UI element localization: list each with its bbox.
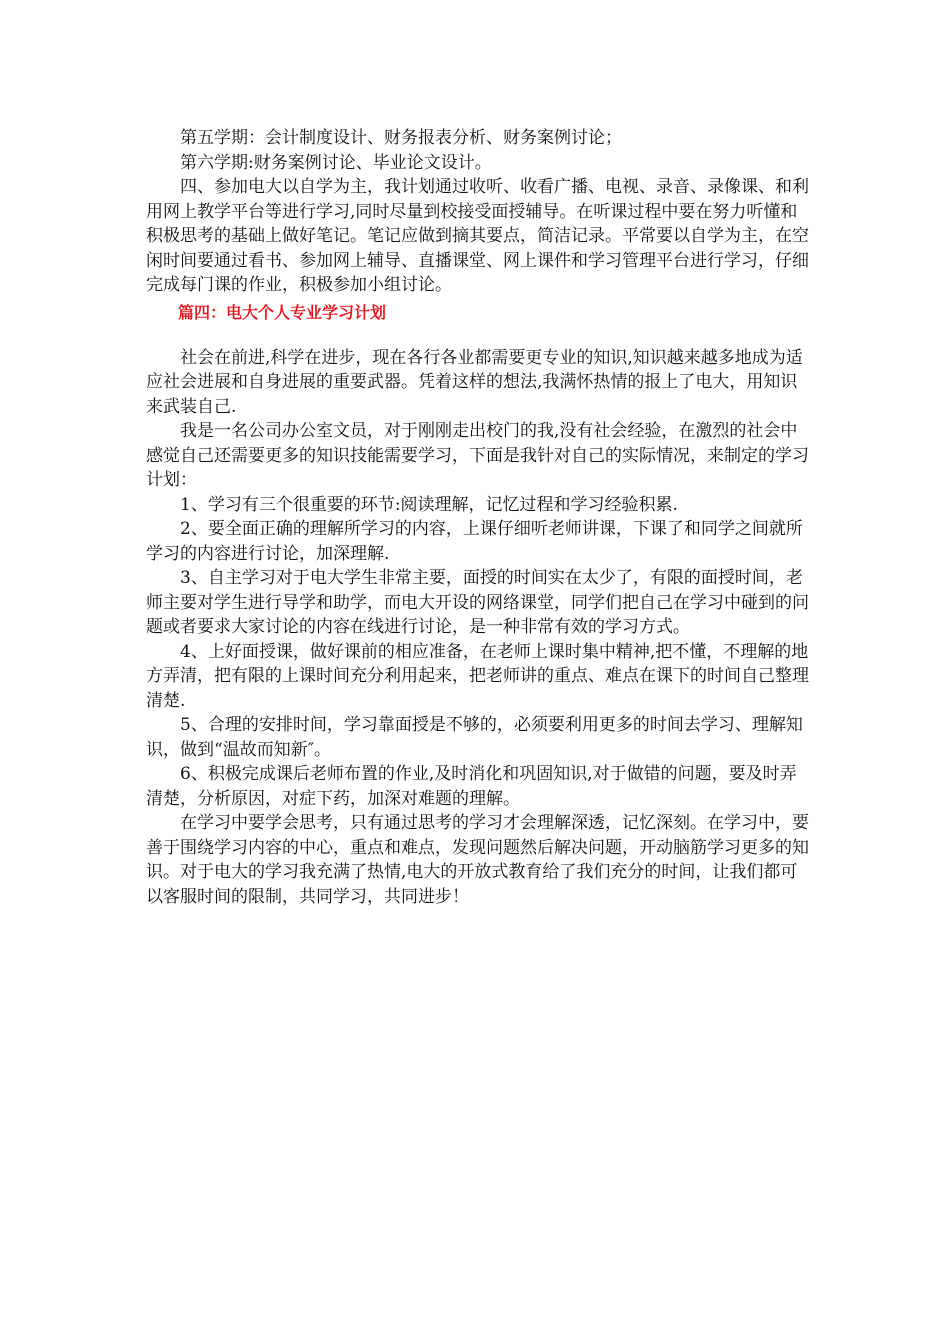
section-heading: 篇四：电大个人专业学习计划 (178, 302, 387, 322)
paragraph-item-4: 4、上好面授课，做好课前的相应准备，在老师上课时集中精神,把不懂，不理解的地方弄清，把有限的上课时间充分利用起来，把老师讲的重点、难点在课下的时间自己整理清楚. (146, 641, 809, 711)
paragraph-item-5: 5、合理的安排时间，学习靠面授是不够的，必须要利用更多的时间去学习、理解知识，做到“温故而知新″。 (146, 715, 803, 760)
document-body (146, 126, 810, 909)
paragraph-semester-five: 第五学期：会计制度设计、财务报表分析、财务案例讨论； (180, 128, 622, 148)
paragraph-self-study-plan: 四、参加电大以自学为主，我计划通过收听、收看广播、电视、录音、录像课、和利用网上教学平台等进行学习,同时尽量到校接受面授辅导。在听课过程中要在努力听懂和积极思考的基础上做好笔记。笔记应做到摘其要点，简洁记录。平常要以自学为主，在空闲时间要通过看书、参加网上辅导、直播课堂、网上课件和学习管理平台进行学习，仔细完成每门课的作业，积极参加小组讨论。 (146, 177, 809, 295)
paragraph-item-1: 1、学习有三个很重要的环节:阅读理解，记忆过程和学习经验积累. (180, 494, 678, 515)
paragraph-semester-six: 第六学期:财务案例讨论、毕业论文设计。 (180, 152, 492, 173)
paragraph-item-3: 3、自主学习对于电大学生非常主要，面授的时间实在太少了，有限的面授时间，老师主要对学生进行导学和助学，而电大开设的网络课堂，同学们把自己在学习中碰到的问题或者要求大家讨论的内容在线进行讨论，是一种非常有效的学习方式。 (146, 568, 809, 637)
paragraph-background: 我是一名公司办公室文员，对于刚刚走出校门的我,没有社会经验，在激烈的社会中感觉自己还需要更多的知识技能需要学习，下面是我针对自己的实际情况，来制定的学习计划： (146, 421, 809, 490)
paragraph-conclusion: 在学习中要学会思考，只有通过思考的学习才会理解深透，记忆深刻。在学习中，要善于围绕学习内容的中心，重点和难点，发现问题然后解决问题，开动脑筋学习更多的知识。对于电大的学习我充满了热情,电大的开放式教育给了我们充分的时间，让我们都可以客服时间的限制，共同学习，共同进步！ (146, 813, 809, 907)
paragraph-item-2: 2、要全面正确的理解所学习的内容，上课仔细听老师讲课，下课了和同学之间就所学习的内容进行讨论，加深理解. (146, 519, 803, 564)
paragraph-intro: 社会在前进,科学在进步，现在各行各业都需要更专业的知识,知识越来越多地成为适应社会进展和自身进展的重要武器。凭着这样的想法,我满怀热情的报上了电大，用知识来武装自己. (146, 347, 803, 417)
paragraph-item-6: 6、积极完成课后老师布置的作业,及时消化和巩固知识,对于做错的问题，要及时弄清楚，分析原因，对症下药，加深对难题的理解。 (146, 764, 797, 809)
